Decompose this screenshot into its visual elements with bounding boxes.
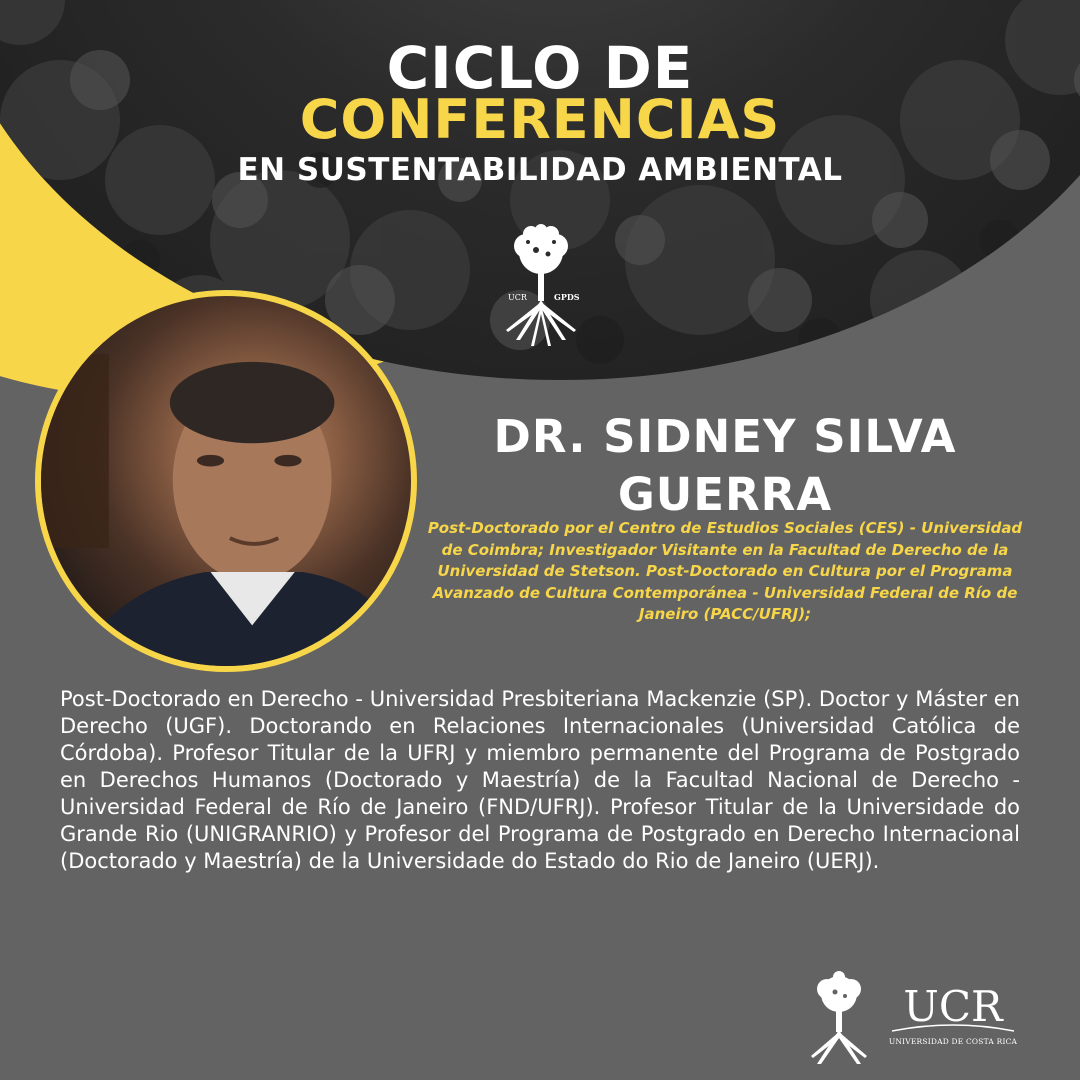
ucr-logo-text: UCR [903, 982, 1003, 1031]
title-subtitle: EN SUSTENTABILIDAD AMBIENTAL [237, 152, 843, 188]
logo-ucr-label: UCR [508, 293, 527, 302]
speaker-bio: Post-Doctorado en Derecho - Universidad Presbiteriana Mackenzie (SP). Doctor y Máster en Derecho (UGF). Doctorando en Relaciones Internacionales (Universidad Católica de Córdoba). Profesor Titular de la UFRJ y miembro permanente del Programa de Postgrado en Derechos Humanos (Doctorado y Maestría) de la Facultad Nacional de Derecho - Universidad Federal de Río de Janeiro (FND/UFRJ). Profesor Titular de la Universidade do Grande Rio (UNIGRANRIO) y Profesor del Programa de Postgrado en Derecho Internacional (Doctorado y Maestría) de la Universidade do Estado do Rio de Janeiro (UERJ). [60, 687, 1020, 873]
speaker-credentials: Post-Doctorado por el Centro de Estudios Sociales (CES) - Universidad de Coimbra; Investigador Visitante en la Facultad de Derecho de la Universidad de Stetson. Post-Doctorado en Cultura por el Programa Avanzado de Cultura Contemporánea - Universidad Federal de Río de Janeiro (PACC/UFRJ); [427, 519, 1023, 623]
title-conferencias: CONFERENCIAS [299, 88, 781, 151]
title-ciclo-de: CICLO DE [386, 34, 694, 102]
gpds-tree-logo-icon [496, 222, 586, 350]
ucr-logo-subtext: UNIVERSIDAD DE COSTA RICA [888, 1037, 1018, 1046]
speaker-photo [35, 290, 417, 672]
speaker-name: DR. SIDNEY SILVA GUERRA [493, 410, 957, 521]
ucr-logo [888, 982, 1018, 1055]
ucr-swoosh-icon [888, 1021, 1018, 1035]
logo-gpds-label: GPDS [554, 292, 580, 302]
gpds-tree-logo-footer-icon [803, 970, 875, 1070]
